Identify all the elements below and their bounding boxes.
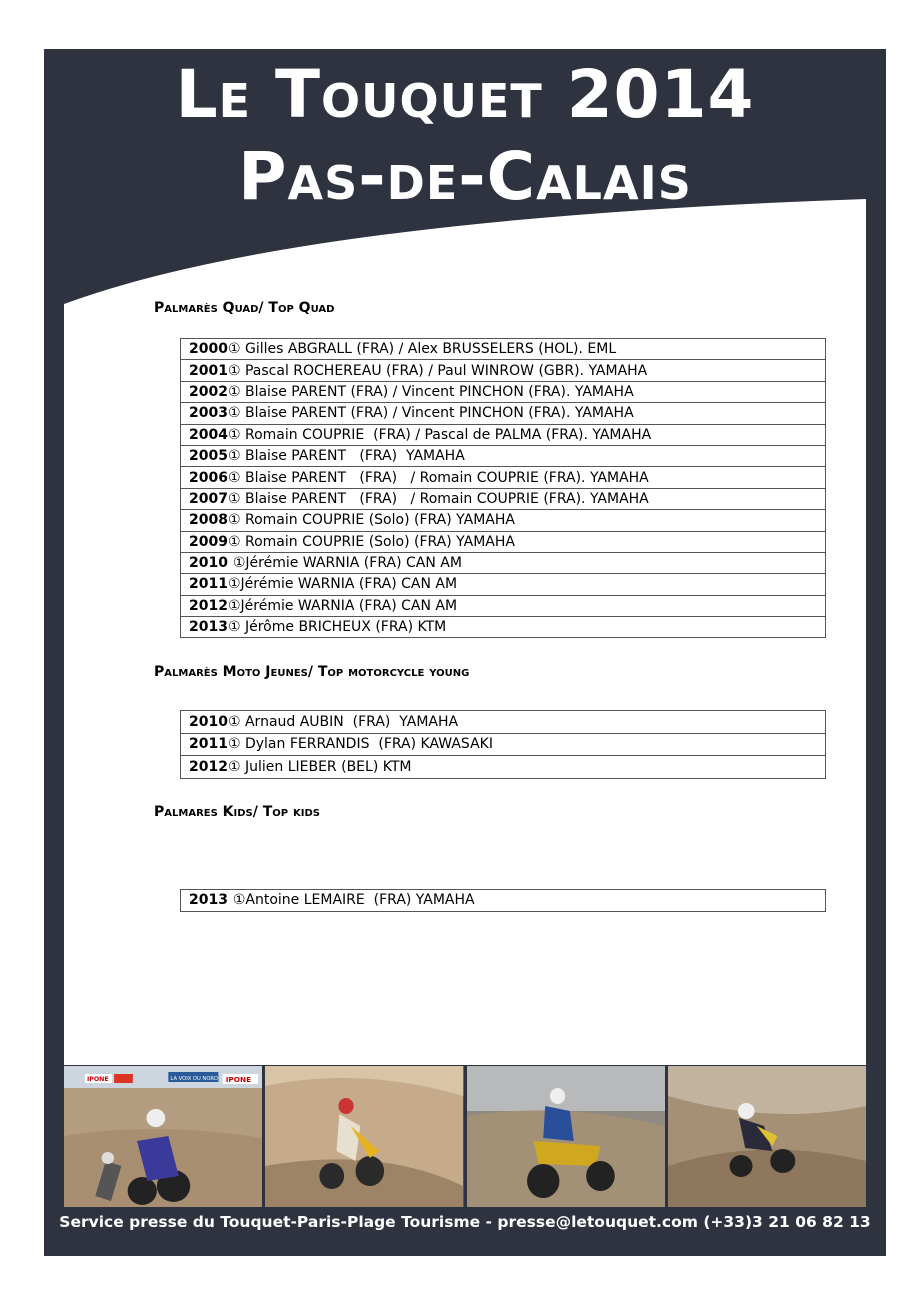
table-row: 2006① Blaise PARENT (FRA) / Romain COUPRIE (FRA). YAMAHA [181, 467, 826, 488]
table-row: 2013① Jérôme BRICHEUX (FRA) KTM [181, 617, 826, 638]
press-contact-footer: Service presse du Touquet-Paris-Plage Tourisme - presse@letouquet.com (+33)3 21 06 82 13 [59, 1213, 871, 1231]
table-row: 2004① Romain COUPRIE (FRA) / Pascal de PALMA (FRA). YAMAHA [181, 424, 826, 445]
section-heading-kids: Palmares Kids/ Top kids [154, 804, 320, 820]
section-heading-moto-jeunes: Palmarès Moto Jeunes/ Top motorcycle young [154, 664, 470, 680]
table-row: 2011①Jérémie WARNIA (FRA) CAN AM [181, 574, 826, 595]
section-heading-quad: Palmarès Quad/ Top Quad [154, 300, 335, 316]
table-row: 2009① Romain COUPRIE (Solo) (FRA) YAMAHA [181, 531, 826, 552]
table-kids [180, 889, 826, 912]
table-row: 2008① Romain COUPRIE (Solo) (FRA) YAMAHA [181, 510, 826, 531]
table-row: 2012①Jérémie WARNIA (FRA) CAN AM [181, 595, 826, 616]
photo-motocross-dune [668, 1066, 866, 1207]
page-frame [44, 49, 886, 1256]
table-row: 2005① Blaise PARENT (FRA) YAMAHA [181, 445, 826, 466]
photo-quad-rider [467, 1066, 665, 1207]
table-row: 2001① Pascal ROCHEREAU (FRA) / Paul WINROW (GBR). YAMAHA [181, 360, 826, 381]
table-row: 2007① Blaise PARENT (FRA) / Romain COUPRIE (FRA). YAMAHA [181, 488, 826, 509]
table-moto-jeunes [180, 710, 826, 779]
table-row: 2002① Blaise PARENT (FRA) / Vincent PINCHON (FRA). YAMAHA [181, 381, 826, 402]
table-row: 2012① Julien LIEBER (BEL) KTM [181, 756, 826, 779]
photo-strip [64, 1066, 866, 1207]
photo-motocross-race [64, 1066, 262, 1207]
results-content [108, 300, 866, 1109]
table-row: 2010① Arnaud AUBIN (FRA) YAMAHA [181, 711, 826, 734]
table-row: 2003① Blaise PARENT (FRA) / Vincent PINCHON (FRA). YAMAHA [181, 403, 826, 424]
sponsor-sign: IPONE [225, 1075, 252, 1084]
table-row: 2000① Gilles ABGRALL (FRA) / Alex BRUSSELERS (HOL). EML [181, 339, 826, 360]
table-row: 2013 ①Antoine LEMAIRE (FRA) YAMAHA [181, 890, 826, 912]
title-line-2: Pas-de-Calais [238, 138, 692, 215]
photo-motocross-rider [265, 1066, 463, 1207]
table-row: 2010 ①Jérémie WARNIA (FRA) CAN AM [181, 552, 826, 573]
table-row: 2011① Dylan FERRANDIS (FRA) KAWASAKI [181, 733, 826, 756]
sponsor-sign: LA VOIX DU NORD [170, 1076, 219, 1082]
table-quad [180, 338, 826, 638]
sponsor-sign: IPONE [86, 1076, 109, 1083]
title-line-1: Le Touquet 2014 [175, 56, 755, 133]
